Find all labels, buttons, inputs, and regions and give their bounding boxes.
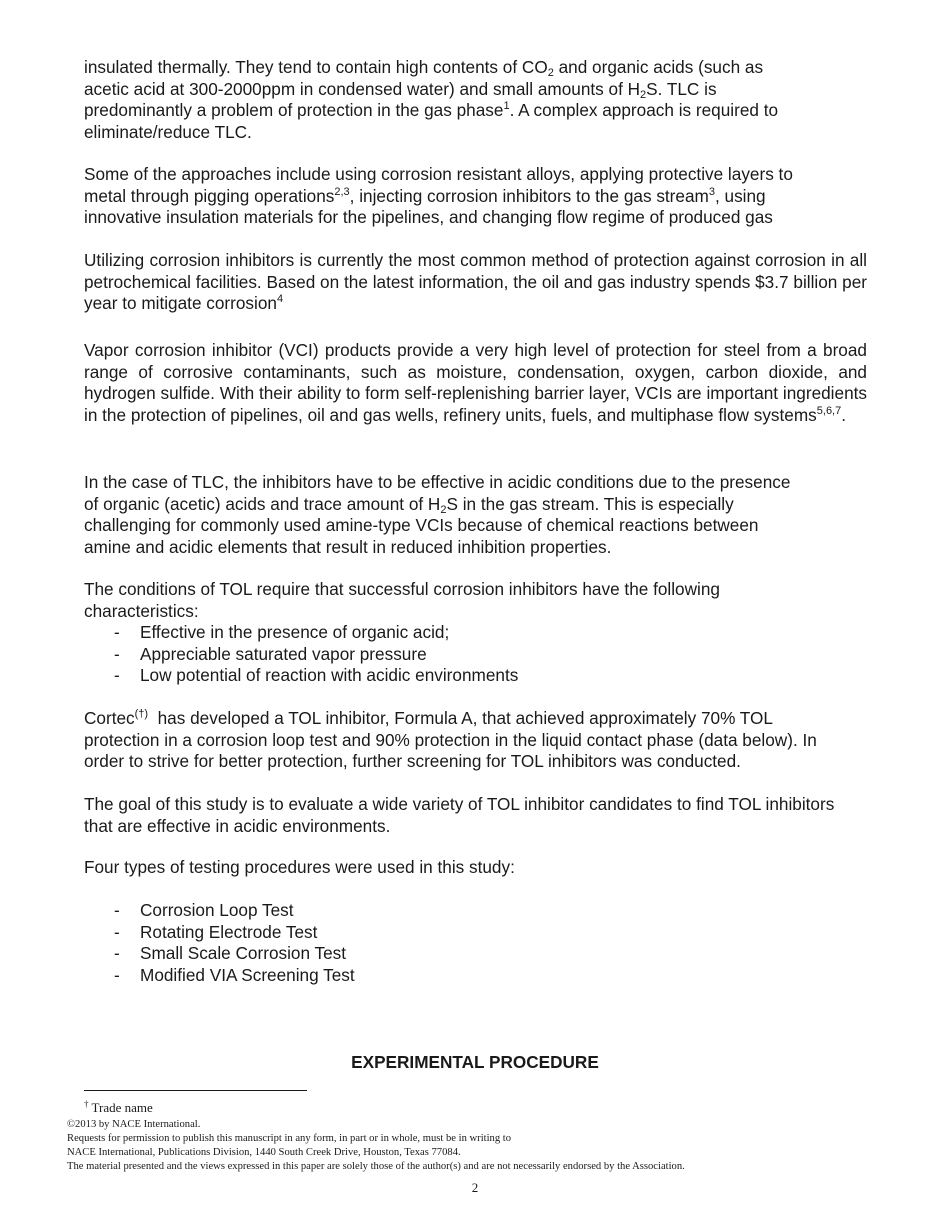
list-item: - Effective in the presence of organic acid; (114, 622, 450, 642)
list-item: - Rotating Electrode Test (114, 921, 318, 942)
paragraph-tol-conditions (84, 579, 867, 622)
text-line: innovative insulation materials for the pipelines, and changing flow regime of produced gas (84, 207, 773, 228)
legal-line: ©2013 by NACE International. (67, 1119, 201, 1130)
text-line: challenging for commonly used amine-type VCIs because of chemical reactions between (84, 515, 759, 536)
text-line: The conditions of TOL require that successful corrosion inhibitors have the following (84, 579, 720, 599)
list-item: - Small Scale Corrosion Test (114, 943, 347, 964)
text-line: The goal of this study is to evaluate a wide variety of TOL inhibitor candidates to find TOL inhibitors (84, 794, 835, 814)
testing-procedures-list (84, 900, 355, 986)
text-line: that are effective in acidic environments. (84, 815, 391, 836)
list-item: - Low potential of reaction with acidic environments (114, 665, 519, 686)
paragraph-tlc-acidic (84, 472, 867, 558)
legal-line: NACE International, Publications Division, 1440 South Creek Drive, Houston, Texas 77084. (67, 1147, 461, 1158)
text-line: eliminate/reduce TLC. (84, 121, 252, 142)
text-line: acetic acid at 300-2000ppm in condensed water) and small amounts of $H_2S$. TLC is (84, 78, 717, 101)
text-line: predominantly a problem of protection in the gas phase$^1$. A complex approach is required to (84, 100, 779, 121)
text-line: amine and acidic elements that result in reduced inhibition properties. (84, 536, 612, 557)
legal-line: The material presented and the views expressed in this paper are solely those of the author(s) and are not necessarily endorsed by the Association. (67, 1161, 685, 1172)
text-line: metal through pigging operations$^{2,3}$, injecting corrosion inhibitors to the gas stream$^3$, using (84, 185, 766, 206)
paragraph-testing-intro (84, 857, 867, 879)
paragraph-corrosion-inhibitors: Utilizing corrosion inhibitors is currently the most common method of protection against corrosion in all petrochemical facilities. Based on the latest information, the oil and gas industry spends $3.7 billion per year to mitigate corrosion$^4$ (84, 250, 867, 314)
footnote-divider (84, 1090, 307, 1091)
text-line: Cortec(†) has developed a TOL inhibitor, Formula A, that achieved approximately 70% TOL (84, 708, 773, 728)
footnote: † Trade name (84, 1099, 153, 1115)
copyright-notice (67, 1118, 685, 1174)
list-item: - Corrosion Loop Test (114, 900, 294, 920)
paragraph-study-goal (84, 794, 904, 837)
list-item: - Modified VIA Screening Test (114, 964, 355, 985)
section-heading: EXPERIMENTAL PROCEDURE (351, 1052, 599, 1072)
text-line: protection in a corrosion loop test and 90% protection in the liquid contact phase (data below). In (84, 729, 817, 750)
text-line: characteristics: (84, 600, 199, 621)
text-line: order to strive for better protection, further screening for TOL inhibitors was conducted. (84, 751, 741, 772)
legal-line: Requests for permission to publish this manuscript in any form, in part or in whole, must be in writing to (67, 1133, 512, 1144)
text-line: In the case of TLC, the inhibitors have to be effective in acidic conditions due to the presence (84, 472, 791, 492)
footnote-mark: † (84, 1099, 89, 1109)
characteristics-list (84, 622, 518, 687)
paragraph-cortec (84, 708, 867, 773)
text-line: Some of the approaches include using corrosion resistant alloys, applying protective layers to (84, 164, 793, 184)
text-line: Four types of testing procedures were used in this study: (84, 857, 515, 877)
page-number: 2 (471, 1180, 479, 1195)
list-item: - Appreciable saturated vapor pressure (114, 643, 427, 664)
paragraph-tlc-intro (84, 57, 867, 143)
paragraph-approaches (84, 164, 867, 229)
text-line: insulated thermally. They tend to contain high contents of $CO_2$ and organic acids (such as (84, 57, 764, 79)
text-line: of organic (acetic) acids and trace amount of $H_2S$ in the gas stream. This is especially (84, 493, 734, 516)
paragraph-vci: Vapor corrosion inhibitor (VCI) products provide a very high level of protection for steel from a broad range of corrosive contaminants, such as moisture, condensation, oxygen, carbon dioxide, and hydrogen sulfide. With their ability to form self-replenishing barrier layer, VCIs are important ingredients in the protection of pipelines, oil and gas wells, refinery units, fuels, and multiphase flow systems$^{5,6,7}$. (84, 340, 867, 425)
